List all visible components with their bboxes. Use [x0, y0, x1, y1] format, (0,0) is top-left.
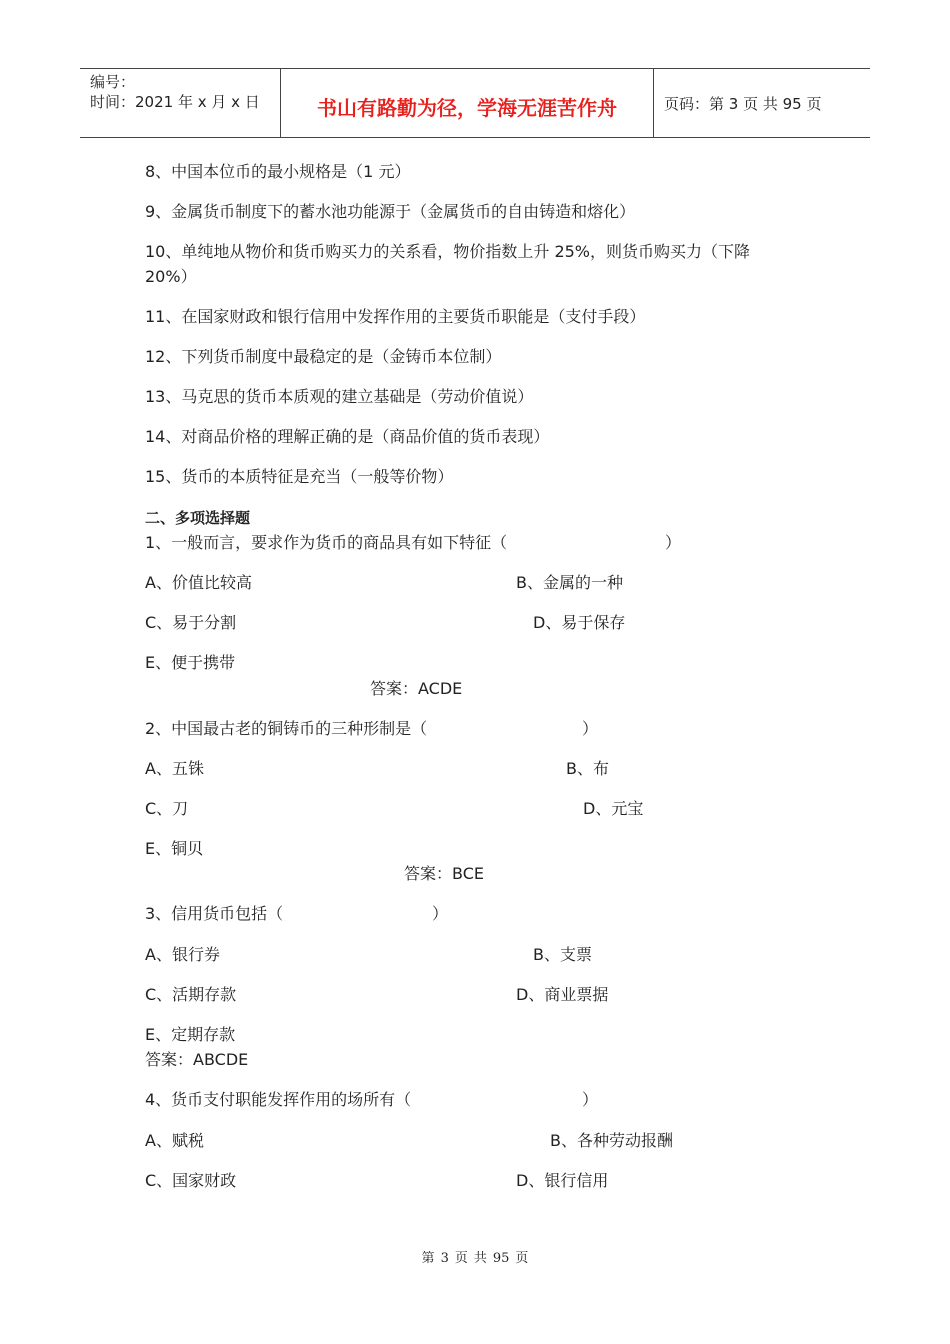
- page-label: 页码：第 3 页 共 95 页: [664, 94, 822, 113]
- q3-answer: 答案：ABCDE: [145, 1050, 249, 1069]
- mc-question-2-stem: 2、中国最古老的铜铸币的三种形制是（: [145, 719, 428, 738]
- mc-question-1-stem: 1、一般而言，要求作为货币的商品具有如下特征（: [145, 533, 508, 552]
- q4-option-b: B、各种劳动报酬: [550, 1131, 673, 1150]
- q4-option-a: A、赋税: [145, 1131, 204, 1150]
- header-page-cell: [654, 69, 870, 137]
- page-footer: [0, 1247, 950, 1266]
- footer-pre2: 共: [473, 1251, 487, 1266]
- mc-question-4-close: ）: [582, 1090, 599, 1109]
- mc-question-1-close: ）: [665, 533, 682, 552]
- q2-option-c: C、刀: [145, 799, 189, 818]
- q3-option-c: C、活期存款: [145, 985, 237, 1004]
- motto: 书山有路勤为径，学海无涯苦作舟: [317, 95, 617, 120]
- date-label: 时间：2021 年 x 月 x 日: [90, 93, 260, 111]
- footer-page-number: 3: [440, 1251, 449, 1266]
- header-motto-cell: [281, 69, 654, 137]
- mc-question-4-stem: 4、货币支付职能发挥作用的场所有（: [145, 1090, 412, 1109]
- question-10: 10、单纯地从物价和货币购买力的关系看，物价指数上升 25%，则货币购买力（下降 20%）: [145, 242, 751, 286]
- q2-option-e: E、铜贝: [145, 839, 204, 858]
- section-title: 二、多项选择题: [145, 509, 251, 527]
- q4-option-c: C、国家财政: [145, 1171, 237, 1190]
- q3-option-b: B、支票: [533, 945, 592, 964]
- q2-option-a: A、五铢: [145, 759, 204, 778]
- mc-question-3-stem: 3、信用货币包括（: [145, 904, 284, 923]
- question-8: 8、中国本位币的最小规格是（1 元）: [145, 162, 411, 181]
- question-15: 15、货币的本质特征是充当（一般等价物）: [145, 467, 454, 486]
- q2-option-d: D、元宝: [583, 799, 644, 818]
- question-13: 13、马克思的货币本质观的建立基础是（劳动价值说）: [145, 387, 534, 406]
- q3-option-a: A、银行券: [145, 945, 220, 964]
- q2-option-b: B、布: [566, 759, 609, 778]
- question-12: 12、下列货币制度中最稳定的是（金铸币本位制）: [145, 347, 502, 366]
- footer-pre: 第: [421, 1251, 435, 1266]
- q1-option-d: D、易于保存: [533, 613, 626, 632]
- mc-question-3-close: ）: [432, 904, 449, 923]
- q1-option-e: E、便于携带: [145, 653, 236, 672]
- footer-post: 页: [515, 1251, 529, 1266]
- footer-mid: 页: [454, 1251, 468, 1266]
- page-header: [80, 68, 870, 138]
- question-14: 14、对商品价格的理解正确的是（商品价值的货币表现）: [145, 427, 550, 446]
- mc-question-2-close: ）: [582, 719, 599, 738]
- footer-total-pages: 95: [492, 1251, 510, 1266]
- q1-option-b: B、金属的一种: [516, 573, 623, 592]
- q3-option-e: E、定期存款: [145, 1025, 236, 1044]
- q2-answer: 答案：BCE: [404, 864, 484, 883]
- q1-option-a: A、价值比较高: [145, 573, 252, 592]
- q1-answer: 答案：ACDE: [370, 679, 463, 698]
- q3-option-d: D、商业票据: [516, 985, 609, 1004]
- serial-label: 编号：: [90, 73, 136, 91]
- q1-option-c: C、易于分割: [145, 613, 237, 632]
- header-left-cell: [80, 69, 281, 137]
- question-11: 11、在国家财政和银行信用中发挥作用的主要货币职能是（支付手段）: [145, 307, 646, 326]
- question-9: 9、金属货币制度下的蓄水池功能源于（金属货币的自由铸造和熔化）: [145, 202, 636, 221]
- q4-option-d: D、银行信用: [516, 1171, 609, 1190]
